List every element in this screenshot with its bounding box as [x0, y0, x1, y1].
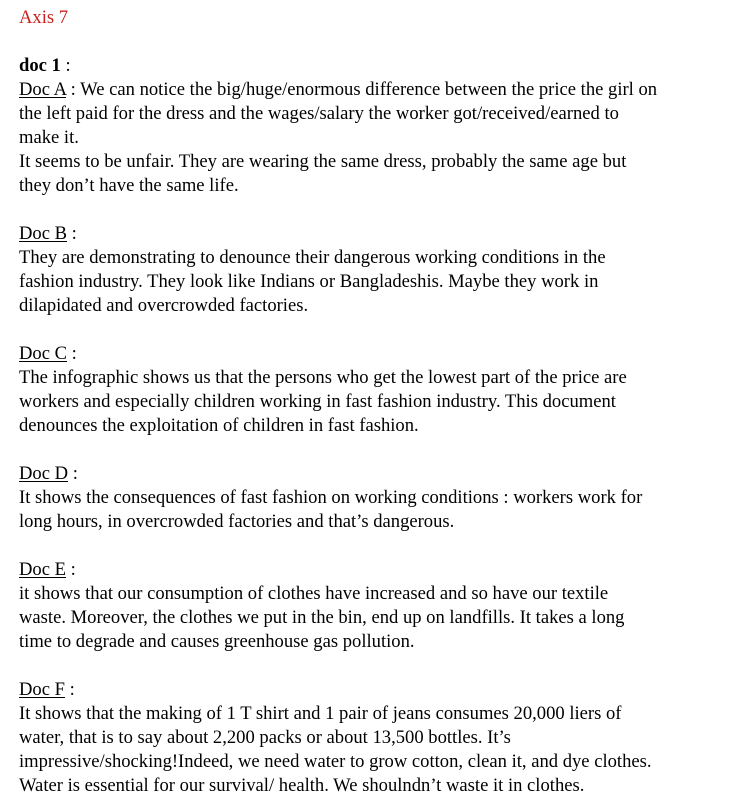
doc-f-line: Water is essential for our survival/ health. We shoulndn’t waste it in clothes.: [19, 775, 585, 796]
axis-title: Axis 7: [19, 7, 69, 28]
spacer: [19, 438, 742, 462]
section-doc-a: [19, 78, 742, 198]
doc-d-line: long hours, in overcrowded factories and that’s dangerous.: [19, 511, 455, 532]
doc-a-title: Doc A: [19, 79, 67, 100]
doc-e-line: time to degrade and causes greenhouse gas pollution.: [19, 631, 415, 652]
doc-c-line: The infographic shows us that the persons who get the lowest part of the price are: [19, 367, 627, 388]
doc-c-line: denounces the exploitation of children in fast fashion.: [19, 415, 419, 436]
doc1-colon: :: [60, 55, 71, 76]
doc-f-separator: :: [64, 679, 75, 700]
spacer: [19, 30, 742, 54]
doc-b-line: They are demonstrating to denounce their dangerous working conditions in the: [19, 247, 606, 268]
doc-c-line: workers and especially children working in fast fashion industry. This document: [19, 391, 616, 412]
doc-a-line: It seems to be unfair. They are wearing the same dress, probably the same age but: [19, 151, 627, 172]
doc-c-heading: [19, 342, 742, 366]
spacer: [19, 534, 742, 558]
section-doc-b: [19, 222, 742, 318]
spacer: [19, 654, 742, 678]
doc1-heading: [19, 54, 742, 78]
doc-d-title: Doc D: [19, 463, 69, 484]
doc-b-title: Doc B: [19, 223, 68, 244]
doc-d-heading: [19, 462, 742, 486]
section-doc-f: [19, 678, 742, 798]
doc-b-separator: :: [67, 223, 77, 244]
section-doc-d: [19, 462, 742, 534]
doc-b-line: dilapidated and overcrowded factories.: [19, 295, 309, 316]
doc-f-heading: [19, 678, 742, 702]
doc1-label: doc 1: [19, 55, 61, 76]
spacer: [19, 198, 742, 222]
doc-f-title: Doc F: [19, 679, 65, 700]
doc-f-line: impressive/shocking!Indeed, we need water to grow cotton, clean it, and dye clothes.: [19, 751, 652, 772]
doc-d-separator: :: [68, 463, 78, 484]
doc-c-title: Doc C: [19, 343, 68, 364]
section-doc-c: [19, 342, 742, 438]
doc-e-heading: [19, 558, 742, 582]
doc-b-line: fashion industry. They look like Indians or Bangladeshis. Maybe they work in: [19, 271, 599, 292]
doc-f-line: water, that is to say about 2,200 packs or about 13,500 bottles. It’s: [19, 727, 511, 748]
section-doc-e: [19, 558, 742, 654]
doc-a-first-line: [19, 78, 742, 102]
doc-f-line: It shows that the making of 1 T shirt and 1 pair of jeans consumes 20,000 liers of: [19, 703, 622, 724]
doc-d-line: It shows the consequences of fast fashion on working conditions : workers work for: [19, 487, 643, 508]
doc-a-line: they don’t have the same life.: [19, 175, 239, 196]
spacer: [19, 318, 742, 342]
doc-a-separator: :: [66, 79, 81, 100]
doc-e-separator: :: [65, 559, 76, 580]
doc-e-line: it shows that our consumption of clothes have increased and so have our textile: [19, 583, 609, 604]
doc-c-separator: :: [67, 343, 77, 364]
doc-a-line: the left paid for the dress and the wages/salary the worker got/received/earned to: [19, 103, 619, 124]
doc-e-title: Doc E: [19, 559, 66, 580]
doc-a-inline-text: We can notice the big/huge/enormous difference between the price the girl on: [80, 79, 658, 100]
doc-b-heading: [19, 222, 742, 246]
doc-e-line: waste. Moreover, the clothes we put in the bin, end up on landfills. It takes a long: [19, 607, 625, 628]
doc-a-line: make it.: [19, 127, 79, 148]
